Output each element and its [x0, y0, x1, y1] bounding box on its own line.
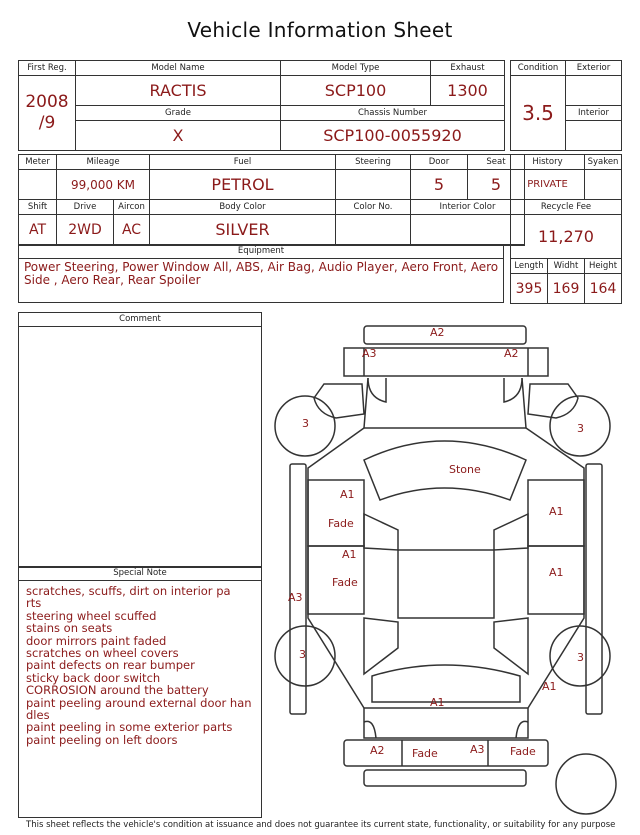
- syaken-label: Syaken: [585, 155, 622, 170]
- model-type-label: Model Type: [281, 61, 431, 76]
- syaken-value: [585, 170, 622, 200]
- note-item: door mirrors paint faded: [26, 633, 167, 648]
- height-label: Height: [585, 259, 622, 274]
- grade-value: X: [76, 121, 281, 151]
- mark-wheel-rear-left: 3: [299, 648, 306, 661]
- note-item: paint peeling on left doors: [26, 732, 178, 747]
- equipment-label: Equipment: [18, 244, 504, 259]
- color-no-label: Color No.: [336, 200, 411, 215]
- meter-value: [19, 170, 57, 200]
- exterior-value: [566, 76, 622, 106]
- note-item: scratches on wheel covers: [26, 646, 179, 661]
- special-note-list: [19, 581, 261, 746]
- mark-left-rear-quarter: A3: [288, 591, 303, 604]
- equipment-text: Power Steering, Power Window All, ABS, Air Bag, Audio Player, Aero Front, Aero Side , Aero Rear, Rear Spoiler: [24, 260, 499, 287]
- color-no-value: [336, 215, 411, 245]
- aircon-value: AC: [114, 215, 150, 245]
- mark-wheel-front-left: 3: [302, 417, 309, 430]
- right-sill: [586, 464, 602, 714]
- note-item: scratches, scuffs, dirt on interior pa: [26, 584, 231, 598]
- chassis-number-label: Chassis Number: [281, 106, 505, 121]
- recycle-fee-label: Recycle Fee: [511, 200, 622, 215]
- model-name-value: RACTIS: [76, 76, 281, 106]
- right-rear-door: [528, 546, 584, 614]
- first-reg-label: First Reg.: [19, 61, 76, 76]
- mark-roof-rear: A1: [430, 696, 445, 709]
- mark-left-front-door-2: Fade: [328, 517, 354, 530]
- model-type-value: SCP100: [281, 76, 431, 106]
- first-reg-value: [19, 76, 76, 151]
- note-item: CORROSION around the battery: [26, 683, 209, 698]
- exhaust-value: 1300: [431, 76, 505, 106]
- mark-left-front-door: A1: [340, 488, 355, 501]
- mark-left-rear-door-2: Fade: [332, 576, 358, 589]
- length-label: Length: [511, 259, 548, 274]
- mileage-label: Mileage: [57, 155, 150, 170]
- mark-rear-left-2: Fade: [412, 747, 438, 760]
- note-item: dles: [26, 708, 50, 723]
- body-color-value: SILVER: [150, 215, 336, 245]
- fuel-label: Fuel: [150, 155, 336, 170]
- width-label: Widht: [548, 259, 585, 274]
- note-item: paint peeling around external door han: [26, 695, 252, 710]
- drive-label: Drive: [57, 200, 114, 215]
- comment-label: Comment: [19, 313, 261, 327]
- height-value: 164: [585, 274, 622, 304]
- exhaust-label: Exhaust: [431, 61, 505, 76]
- model-name-label: Model Name: [76, 61, 281, 76]
- mark-rear-right-2: Fade: [510, 745, 536, 758]
- meter-label: Meter: [19, 155, 57, 170]
- grade-label: Grade: [76, 106, 281, 121]
- mark-front-bumper: A2: [430, 326, 445, 339]
- spare-tire: [556, 754, 616, 814]
- history-table: [510, 154, 622, 304]
- door-value: 5: [411, 170, 468, 200]
- note-item: rts: [26, 596, 42, 611]
- interior-color-value: [411, 215, 525, 245]
- right-rear-window: [494, 618, 528, 674]
- note-item: sticky back door switch: [26, 670, 161, 685]
- roof: [398, 550, 494, 618]
- mark-right-rear-quarter: A1: [542, 680, 557, 693]
- mark-rear-right: A3: [470, 743, 485, 756]
- body-color-label: Body Color: [150, 200, 336, 215]
- left-front-door: [308, 480, 364, 546]
- mileage-value: 99,000 KM: [57, 170, 150, 200]
- fuel-value: PETROL: [150, 170, 336, 200]
- steering-label: Steering: [336, 155, 411, 170]
- specs-table: [18, 154, 525, 246]
- shift-label: Shift: [19, 200, 57, 215]
- seat-label: Seat: [468, 155, 525, 170]
- condition-label: Condition: [511, 61, 566, 76]
- history-label: History: [511, 155, 585, 170]
- hood: [364, 378, 526, 428]
- seat-value: 5: [468, 170, 525, 200]
- note-item: paint peeling in some exterior parts: [26, 720, 233, 735]
- interior-value: [566, 121, 622, 151]
- mark-front-right: A2: [504, 347, 519, 360]
- mark-rear-left: A2: [370, 744, 385, 757]
- door-label: Door: [411, 155, 468, 170]
- registration-table: [18, 60, 505, 151]
- mark-left-rear-door: A1: [342, 548, 357, 561]
- mark-front-left: A3: [362, 347, 377, 360]
- first-reg-year: 2008: [25, 92, 69, 112]
- drive-value: 2WD: [57, 215, 114, 245]
- comment-box: [18, 312, 262, 568]
- condition-table: [510, 60, 622, 151]
- width-value: 169: [548, 274, 585, 304]
- mark-wheel-front-right: 3: [577, 422, 584, 435]
- aircon-label: Aircon: [114, 200, 150, 215]
- note-item: steering wheel scuffed: [26, 608, 157, 623]
- rear-valance: [364, 770, 526, 786]
- left-front-window: [364, 514, 398, 550]
- steering-value: [336, 170, 411, 200]
- disclaimer-footer: This sheet reflects the vehicle's condition at issuance and does not guarantee its current state, functionality, or suitability for any purpose: [26, 820, 616, 830]
- rear-glass: [372, 665, 520, 702]
- exterior-label: Exterior: [566, 61, 622, 76]
- history-value: PRIVATE: [511, 170, 585, 200]
- rear-panel: [364, 708, 528, 738]
- equipment-box: [18, 258, 504, 303]
- car-damage-diagram: [268, 318, 628, 818]
- mark-right-front-door: A1: [549, 505, 564, 518]
- note-item: stains on seats: [26, 621, 113, 636]
- chassis-number-value: SCP100-0055920: [281, 121, 505, 151]
- windshield: [364, 441, 526, 500]
- front-bumper: [364, 326, 526, 344]
- left-sill: [290, 464, 306, 714]
- body-outline: [308, 428, 584, 708]
- left-rear-window: [364, 618, 398, 674]
- special-note-label: Special Note: [19, 567, 261, 581]
- first-reg-month: /9: [38, 113, 56, 133]
- shift-value: AT: [19, 215, 57, 245]
- condition-score: 3.5: [511, 76, 566, 151]
- recycle-fee-value: 11,270: [511, 215, 622, 259]
- right-front-window: [494, 514, 528, 550]
- special-note-box: [18, 566, 262, 818]
- sheet-title: Vehicle Information Sheet: [187, 18, 453, 42]
- mark-windshield: Stone: [449, 463, 481, 476]
- note-item: paint defects on rear bumper: [26, 658, 195, 673]
- mark-wheel-rear-right: 3: [577, 651, 584, 664]
- length-value: 395: [511, 274, 548, 304]
- interior-color-label: Interior Color: [411, 200, 525, 215]
- interior-label: Interior: [566, 106, 622, 121]
- mark-right-rear-door: A1: [549, 566, 564, 579]
